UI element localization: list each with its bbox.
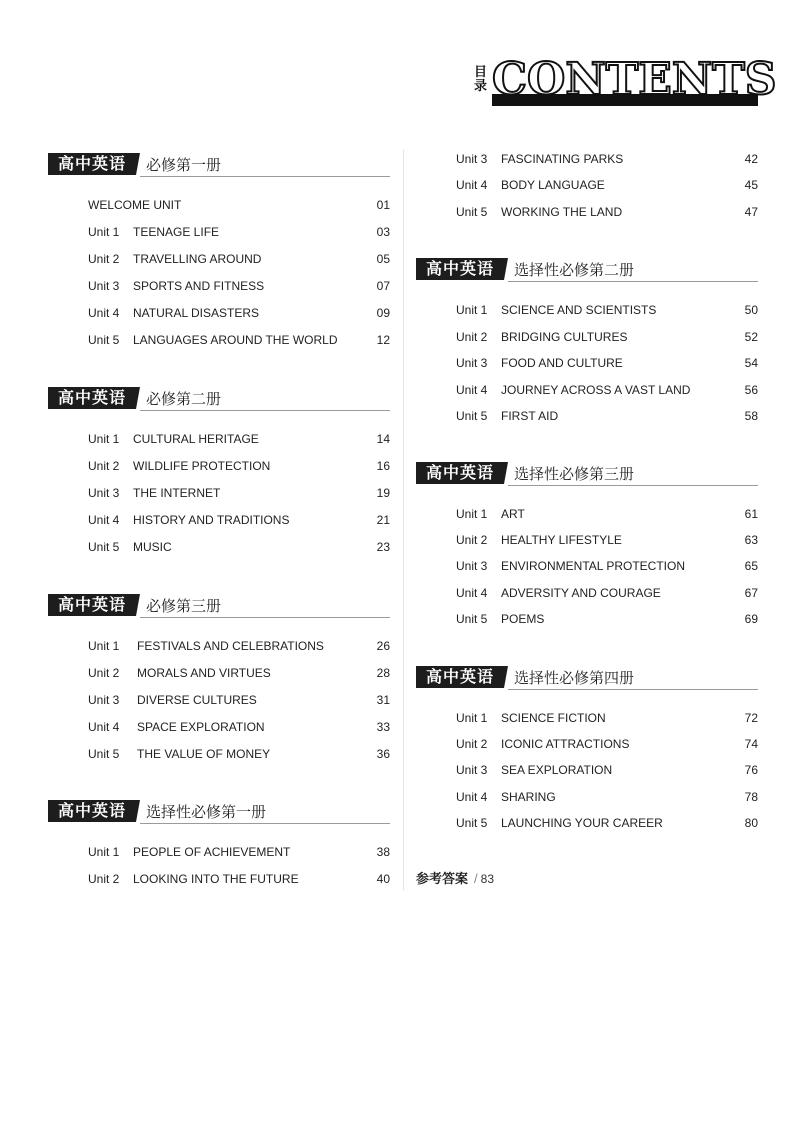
page-number: 28 xyxy=(376,666,390,680)
unit-title: DIVERSE CULTURES xyxy=(137,693,257,707)
page-number: 65 xyxy=(744,559,758,573)
answer-key-title: 参考答案 xyxy=(416,872,469,887)
page-number: 38 xyxy=(376,845,390,859)
section-tag: 高中英语 xyxy=(416,666,504,688)
toc-row[interactable] xyxy=(48,223,390,241)
unit-number: Unit 5 xyxy=(456,816,488,830)
answer-key-separator: / xyxy=(474,871,478,886)
page-number: 19 xyxy=(376,486,390,500)
unit-title: FOOD AND CULTURE xyxy=(501,356,623,370)
unit-title: BRIDGING CULTURES xyxy=(501,330,628,344)
unit-title: LOOKING INTO THE FUTURE xyxy=(133,872,299,886)
section-header xyxy=(48,594,390,616)
toc-row[interactable] xyxy=(48,430,390,448)
page-number: 12 xyxy=(376,333,390,347)
unit-title: PEOPLE OF ACHIEVEMENT xyxy=(133,845,291,859)
toc-row[interactable] xyxy=(48,843,390,861)
page-number: 14 xyxy=(376,432,390,446)
unit-number: Unit 4 xyxy=(456,586,488,600)
toc-row[interactable] xyxy=(416,381,758,399)
page-number: 45 xyxy=(744,178,758,192)
unit-number: Unit 3 xyxy=(456,356,488,370)
unit-number: Unit 5 xyxy=(456,612,488,626)
section-header xyxy=(48,153,390,175)
unit-number: Unit 2 xyxy=(88,666,120,680)
page-number: 69 xyxy=(744,612,758,626)
unit-number: Unit 5 xyxy=(88,540,120,554)
page-number: 50 xyxy=(744,303,758,317)
unit-title: WORKING THE LAND xyxy=(501,205,623,219)
unit-number: Unit 4 xyxy=(88,720,120,734)
unit-title: THE INTERNET xyxy=(133,486,221,500)
unit-title: TEENAGE LIFE xyxy=(133,225,220,239)
unit-number: Unit 4 xyxy=(88,513,120,527)
section-tag: 高中英语 xyxy=(416,258,504,280)
unit-number: Unit 3 xyxy=(456,763,488,777)
section-tag: 高中英语 xyxy=(48,387,136,409)
unit-title: HEALTHY LIFESTYLE xyxy=(501,533,622,547)
unit-title: SPORTS AND FITNESS xyxy=(133,279,265,293)
section-rule xyxy=(140,176,390,177)
page-number: 52 xyxy=(744,330,758,344)
page-number: 05 xyxy=(376,252,390,266)
unit-number: WELCOME UNIT xyxy=(88,198,182,212)
section-tag: 高中英语 xyxy=(48,800,136,822)
section-bixiu-3 xyxy=(48,594,390,761)
page-number: 76 xyxy=(744,763,758,777)
unit-number: Unit 1 xyxy=(88,845,120,859)
unit-title: ART xyxy=(501,507,525,521)
toc-row[interactable] xyxy=(416,176,758,194)
mulu-label: 目录 xyxy=(474,65,488,94)
unit-number: Unit 5 xyxy=(456,205,488,219)
toc-row[interactable] xyxy=(48,196,390,214)
page-number: 07 xyxy=(376,279,390,293)
page-number: 26 xyxy=(376,639,390,653)
unit-title: ADVERSITY AND COURAGE xyxy=(501,586,661,600)
unit-number: Unit 2 xyxy=(456,533,488,547)
unit-title: SCIENCE AND SCIENTISTS xyxy=(501,303,657,317)
toc-row[interactable] xyxy=(48,718,390,736)
section-xuanze-3 xyxy=(416,462,758,626)
toc-row[interactable] xyxy=(48,484,390,502)
toc-row[interactable] xyxy=(416,505,758,523)
toc-row[interactable] xyxy=(48,745,390,763)
unit-number: Unit 2 xyxy=(88,252,120,266)
unit-title: NATURAL DISASTERS xyxy=(133,306,260,320)
page-number: 67 xyxy=(744,586,758,600)
unit-title: ICONIC ATTRACTIONS xyxy=(501,737,630,751)
section-bixiu-1 xyxy=(48,153,390,347)
toc-row[interactable] xyxy=(416,761,758,779)
toc-row[interactable] xyxy=(48,304,390,322)
page-number: 23 xyxy=(376,540,390,554)
section-rule xyxy=(508,485,758,486)
unit-title: WILDLIFE PROTECTION xyxy=(133,459,271,473)
toc-row[interactable] xyxy=(416,584,758,602)
unit-title: JOURNEY ACROSS A VAST LAND xyxy=(501,383,691,397)
section-title: 选择性必修第三册 xyxy=(514,465,635,483)
unit-number: Unit 1 xyxy=(88,639,120,653)
unit-number: Unit 3 xyxy=(456,152,488,166)
toc-row[interactable] xyxy=(416,735,758,753)
section-tag: 高中英语 xyxy=(48,594,136,616)
section-header xyxy=(416,462,758,484)
unit-number: Unit 3 xyxy=(88,279,120,293)
page-number: 01 xyxy=(376,198,390,212)
section-xuanze-1 xyxy=(48,800,390,886)
section-tag: 高中英语 xyxy=(48,153,136,175)
section-title: 选择性必修第一册 xyxy=(146,803,267,821)
unit-title: FASCINATING PARKS xyxy=(501,152,624,166)
section-title: 选择性必修第二册 xyxy=(514,261,635,279)
column-divider xyxy=(403,150,404,890)
toc-row[interactable] xyxy=(416,531,758,549)
toc-row[interactable] xyxy=(416,328,758,346)
section-header xyxy=(48,387,390,409)
toc-row[interactable] xyxy=(48,664,390,682)
page-number: 40 xyxy=(376,872,390,886)
page-number: 63 xyxy=(744,533,758,547)
section-rule xyxy=(140,617,390,618)
section-tag: 高中英语 xyxy=(416,462,504,484)
unit-title: POEMS xyxy=(501,612,545,626)
unit-title: FIRST AID xyxy=(501,409,559,423)
toc-row[interactable] xyxy=(48,277,390,295)
page-number: 54 xyxy=(744,356,758,370)
unit-number: Unit 2 xyxy=(456,737,488,751)
answer-key-entry[interactable] xyxy=(416,870,494,889)
page-number: 56 xyxy=(744,383,758,397)
unit-number: Unit 3 xyxy=(88,693,120,707)
toc-row[interactable] xyxy=(48,870,390,888)
page-number: 36 xyxy=(376,747,390,761)
section-bixiu-2 xyxy=(48,387,390,554)
unit-number: Unit 2 xyxy=(88,872,120,886)
unit-title: SHARING xyxy=(501,790,556,804)
unit-number: Unit 1 xyxy=(456,303,488,317)
answer-key-page: 83 xyxy=(480,872,494,886)
page-number: 09 xyxy=(376,306,390,320)
toc-row[interactable] xyxy=(48,691,390,709)
contents-title: CONTENTS xyxy=(492,54,777,105)
unit-title: TRAVELLING AROUND xyxy=(133,252,262,266)
unit-title: LANGUAGES AROUND THE WORLD xyxy=(133,333,338,347)
toc-row[interactable] xyxy=(416,557,758,575)
page-number: 33 xyxy=(376,720,390,734)
page-number: 03 xyxy=(376,225,390,239)
unit-title: ENVIRONMENTAL PROTECTION xyxy=(501,559,686,573)
unit-number: Unit 2 xyxy=(88,459,120,473)
page-number: 58 xyxy=(744,409,758,423)
unit-number: Unit 1 xyxy=(456,711,488,725)
page-number: 31 xyxy=(376,693,390,707)
page-number: 47 xyxy=(744,205,758,219)
toc-row[interactable] xyxy=(416,814,758,832)
toc-row[interactable] xyxy=(48,331,390,349)
toc-row[interactable] xyxy=(48,457,390,475)
unit-number: Unit 4 xyxy=(456,790,488,804)
unit-number: Unit 1 xyxy=(88,432,120,446)
unit-number: Unit 4 xyxy=(456,383,488,397)
toc-row[interactable] xyxy=(416,610,758,628)
unit-title: FESTIVALS AND CELEBRATIONS xyxy=(137,639,324,653)
toc-row[interactable] xyxy=(48,538,390,556)
page-number: 61 xyxy=(744,507,758,521)
page-number: 78 xyxy=(744,790,758,804)
toc-row[interactable] xyxy=(416,354,758,372)
section-title: 必修第一册 xyxy=(146,156,222,174)
toc-row[interactable] xyxy=(48,637,390,655)
unit-title: BODY LANGUAGE xyxy=(501,178,605,192)
unit-number: Unit 4 xyxy=(456,178,488,192)
unit-number: Unit 2 xyxy=(456,330,488,344)
unit-title: SCIENCE FICTION xyxy=(501,711,606,725)
toc-row[interactable] xyxy=(416,203,758,221)
unit-title: SPACE EXPLORATION xyxy=(137,720,265,734)
unit-number: Unit 5 xyxy=(88,333,120,347)
section-rule xyxy=(140,823,390,824)
page-number: 74 xyxy=(744,737,758,751)
page-number: 16 xyxy=(376,459,390,473)
unit-title: LAUNCHING YOUR CAREER xyxy=(501,816,663,830)
section-rule xyxy=(508,281,758,282)
section-header xyxy=(416,666,758,688)
toc-row[interactable] xyxy=(48,511,390,529)
section-rule xyxy=(508,689,758,690)
section-xuanze-2 xyxy=(416,258,758,423)
section-title: 选择性必修第四册 xyxy=(514,669,635,687)
unit-title: CULTURAL HERITAGE xyxy=(133,432,259,446)
unit-title: MUSIC xyxy=(133,540,172,554)
section-header xyxy=(416,258,758,280)
toc-row[interactable] xyxy=(416,788,758,806)
page-number: 21 xyxy=(376,513,390,527)
section-header xyxy=(48,800,390,822)
page-number: 72 xyxy=(744,711,758,725)
unit-number: Unit 3 xyxy=(456,559,488,573)
unit-number: Unit 4 xyxy=(88,306,120,320)
unit-number: Unit 1 xyxy=(88,225,120,239)
unit-title: HISTORY AND TRADITIONS xyxy=(133,513,290,527)
unit-number: Unit 3 xyxy=(88,486,120,500)
unit-number: Unit 1 xyxy=(456,507,488,521)
toc-row[interactable] xyxy=(416,150,758,168)
unit-title: SEA EXPLORATION xyxy=(501,763,613,777)
toc-row[interactable] xyxy=(48,250,390,268)
unit-title: MORALS AND VIRTUES xyxy=(137,666,271,680)
page-number: 42 xyxy=(744,152,758,166)
contents-header xyxy=(474,54,777,110)
toc-row[interactable] xyxy=(416,709,758,727)
unit-number: Unit 5 xyxy=(456,409,488,423)
toc-row[interactable] xyxy=(416,407,758,425)
section-xuanze-4 xyxy=(416,666,758,830)
page-number: 80 xyxy=(744,816,758,830)
section-title: 必修第二册 xyxy=(146,390,222,408)
unit-number: Unit 5 xyxy=(88,747,120,761)
toc-row[interactable] xyxy=(416,301,758,319)
unit-title: THE VALUE OF MONEY xyxy=(137,747,271,761)
section-rule xyxy=(140,410,390,411)
section-title: 必修第三册 xyxy=(146,597,222,615)
